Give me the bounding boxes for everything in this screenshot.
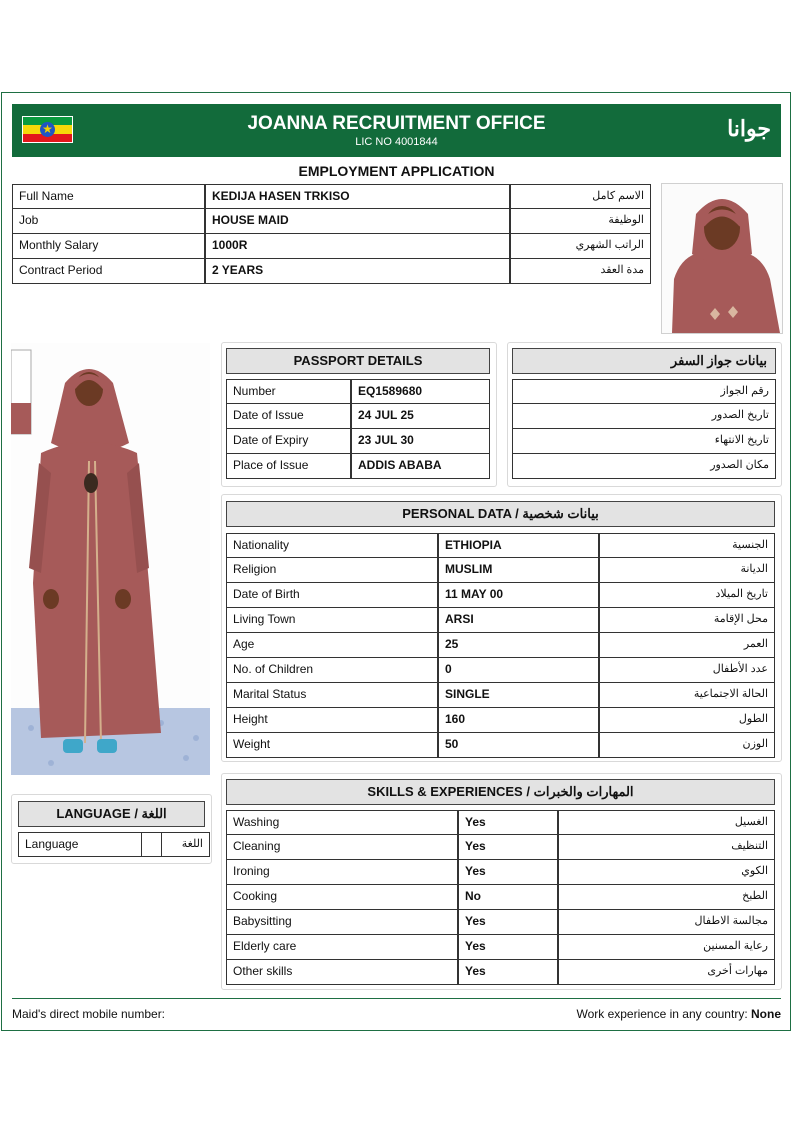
full-body-photo-panel	[11, 343, 210, 775]
skill-label: Other skills	[226, 960, 458, 985]
personal-label: Religion	[226, 558, 438, 583]
skill-value: Yes	[458, 910, 558, 935]
passport-ar-row	[512, 454, 776, 479]
personal-value: 25	[438, 633, 599, 658]
footer-divider	[12, 998, 781, 999]
top-info-value: KEDIJA HASEN TRKISO	[205, 184, 510, 209]
application-title: EMPLOYMENT APPLICATION	[298, 163, 495, 179]
passport-ar-label-arabic: تاريخ الصدور	[512, 404, 776, 429]
language-value	[141, 832, 161, 857]
license-number: LIC NO 4001844	[355, 136, 438, 148]
personal-label-arabic: الطول	[599, 708, 775, 733]
personal-row	[226, 733, 775, 758]
top-info-row	[12, 209, 651, 234]
personal-label: Age	[226, 633, 438, 658]
passport-row	[226, 454, 490, 479]
personal-row	[226, 583, 775, 608]
passport-title-arabic: بيانات جواز السفر	[512, 348, 776, 374]
passport-section	[221, 342, 497, 487]
passport-ar-label-arabic: مكان الصدور	[512, 454, 776, 479]
personal-label: No. of Children	[226, 658, 438, 683]
personal-value: 160	[438, 708, 599, 733]
top-info-row	[12, 259, 651, 284]
top-info-row	[12, 234, 651, 259]
passport-ar-label-arabic: تاريخ الانتهاء	[512, 429, 776, 454]
top-info-label-arabic: الوظيفة	[510, 209, 651, 234]
passport-row	[226, 379, 490, 404]
personal-label: Weight	[226, 733, 438, 758]
work-experience	[576, 1007, 781, 1021]
skill-row	[226, 960, 775, 985]
skill-value: Yes	[458, 935, 558, 960]
skill-label-arabic: الطبخ	[558, 885, 775, 910]
personal-value: ETHIOPIA	[438, 533, 599, 558]
personal-label-arabic: العمر	[599, 633, 775, 658]
personal-value: SINGLE	[438, 683, 599, 708]
skill-label-arabic: رعاية المسنين	[558, 935, 775, 960]
skill-label: Babysitting	[226, 910, 458, 935]
skill-label-arabic: مهارات أخرى	[558, 960, 775, 985]
skill-value: No	[458, 885, 558, 910]
skill-value: Yes	[458, 810, 558, 835]
personal-value: 11 MAY 00	[438, 583, 599, 608]
passport-ar-row	[512, 404, 776, 429]
passport-label: Number	[226, 379, 351, 404]
personal-row	[226, 608, 775, 633]
personal-row	[226, 633, 775, 658]
skills-section	[221, 773, 782, 990]
skill-label-arabic: الغسيل	[558, 810, 775, 835]
personal-value: 0	[438, 658, 599, 683]
skill-row	[226, 885, 775, 910]
top-info-label-arabic: مدة العقد	[510, 259, 651, 284]
full-body-photo	[11, 343, 210, 775]
personal-label: Height	[226, 708, 438, 733]
top-info-value: 1000R	[205, 234, 510, 259]
skill-value: Yes	[458, 960, 558, 985]
top-info-value: HOUSE MAID	[205, 209, 510, 234]
passport-value: 23 JUL 30	[351, 429, 490, 454]
personal-label: Nationality	[226, 533, 438, 558]
mobile-number-label: Maid's direct mobile number:	[12, 1007, 166, 1021]
passport-row	[226, 429, 490, 454]
work-experience-label: Work experience in any country:	[576, 1007, 748, 1021]
top-info-row	[12, 184, 651, 209]
skill-row	[226, 860, 775, 885]
passport-label: Date of Issue	[226, 404, 351, 429]
skill-row	[226, 910, 775, 935]
passport-value: 24 JUL 25	[351, 404, 490, 429]
skill-value: Yes	[458, 835, 558, 860]
personal-value: MUSLIM	[438, 558, 599, 583]
top-info-table	[12, 184, 651, 284]
personal-label: Date of Birth	[226, 583, 438, 608]
passport-label: Date of Expiry	[226, 429, 351, 454]
personal-label-arabic: الوزن	[599, 733, 775, 758]
passport-ar-label-arabic: رقم الجواز	[512, 379, 776, 404]
personal-label-arabic: الجنسية	[599, 533, 775, 558]
office-title: JOANNA RECRUITMENT OFFICE	[247, 113, 546, 134]
work-experience-value: None	[751, 1007, 781, 1021]
personal-data-section	[221, 494, 782, 762]
skill-row	[226, 835, 775, 860]
top-info-label: Job	[12, 209, 205, 234]
passport-value: EQ1589680	[351, 379, 490, 404]
skill-row	[226, 935, 775, 960]
top-info-value: 2 YEARS	[205, 259, 510, 284]
top-info-label: Monthly Salary	[12, 234, 205, 259]
language-title: LANGUAGE / اللغة	[18, 801, 205, 827]
personal-row	[226, 683, 775, 708]
language-label: Language	[18, 832, 141, 857]
skill-label: Washing	[226, 810, 458, 835]
top-info-label: Full Name	[12, 184, 205, 209]
personal-label-arabic: محل الإقامة	[599, 608, 775, 633]
skill-label: Cleaning	[226, 835, 458, 860]
skill-label: Cooking	[226, 885, 458, 910]
top-info-label: Contract Period	[12, 259, 205, 284]
personal-row	[226, 708, 775, 733]
ethiopia-flag-icon: ★	[22, 116, 73, 143]
personal-label-arabic: الديانة	[599, 558, 775, 583]
language-label-arabic: اللغة	[161, 832, 210, 857]
personal-label-arabic: تاريخ الميلاد	[599, 583, 775, 608]
skills-title: SKILLS & EXPERIENCES / المهارات والخبرات	[226, 779, 775, 805]
skill-label-arabic: التنظيف	[558, 835, 775, 860]
passport-label: Place of Issue	[226, 454, 351, 479]
passport-arabic-section	[507, 342, 782, 487]
office-header	[12, 104, 781, 157]
passport-title: PASSPORT DETAILS	[226, 348, 490, 374]
personal-label: Marital Status	[226, 683, 438, 708]
skill-label: Ironing	[226, 860, 458, 885]
personal-row	[226, 558, 775, 583]
skill-label: Elderly care	[226, 935, 458, 960]
personal-row	[226, 533, 775, 558]
arabic-brand: جوانا	[727, 116, 771, 141]
skill-row	[226, 810, 775, 835]
personal-data-title: PERSONAL DATA / بيانات شخصية	[226, 501, 775, 527]
passport-ar-row	[512, 429, 776, 454]
passport-ar-row	[512, 379, 776, 404]
personal-label: Living Town	[226, 608, 438, 633]
personal-row	[226, 658, 775, 683]
skill-value: Yes	[458, 860, 558, 885]
passport-row	[226, 404, 490, 429]
personal-value: ARSI	[438, 608, 599, 633]
passport-value: ADDIS ABABA	[351, 454, 490, 479]
top-info-label-arabic: الاسم كامل	[510, 184, 651, 209]
skill-label-arabic: الكوي	[558, 860, 775, 885]
language-section	[11, 794, 212, 864]
portrait-photo	[661, 183, 783, 334]
personal-value: 50	[438, 733, 599, 758]
skill-label-arabic: مجالسة الاطفال	[558, 910, 775, 935]
top-info-label-arabic: الراتب الشهري	[510, 234, 651, 259]
personal-label-arabic: الحالة الاجتماعية	[599, 683, 775, 708]
personal-label-arabic: عدد الأطفال	[599, 658, 775, 683]
